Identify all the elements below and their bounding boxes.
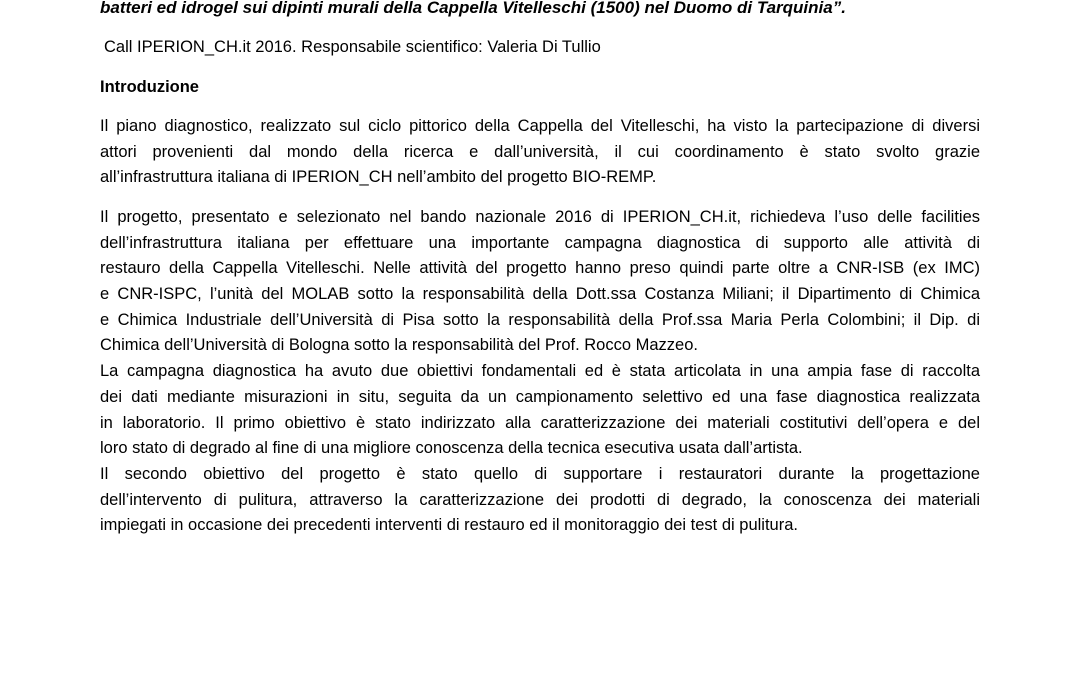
paragraph-line: restauro della Cappella Vitelleschi. Nelle attività del progetto hanno preso quindi parte oltre a CNR-ISB (ex IMC) (100, 259, 980, 278)
paragraph-line: e Chimica Industriale dell’Università di Pisa sotto la responsabilità della Prof.ssa Maria Perla Colombini; il Dip. di (100, 310, 980, 329)
paragraph-line: La campagna diagnostica ha avuto due obiettivi fondamentali ed è stata articolata in una ampia fase di raccolta (100, 362, 980, 381)
paragraph-intro (100, 114, 980, 191)
section-heading: Introduzione (100, 78, 199, 96)
paragraph-line: loro stato di degrado al fine di una migliore conoscenza della tecnica esecutiva usata dall’artista. (100, 439, 803, 458)
paragraph-project (100, 205, 980, 539)
paragraph-line: Il progetto, presentato e selezionato nel bando nazionale 2016 di IPERION_CH.it, richiedeva l’uso delle facilities (100, 208, 980, 226)
paragraph-line: Il secondo obiettivo del progetto è stato quello di supportare i restauratori durante la progettazione (100, 464, 980, 483)
paragraph-line: e CNR-ISPC, l’unità del MOLAB sotto la responsabilità della Dott.ssa Costanza Miliani; il Dipartimento di Chimica (100, 285, 980, 304)
paragraph-line: all’infrastruttura italiana di IPERION_CH nell’ambito del progetto BIO-REMP. (100, 168, 657, 187)
document-title-tail: batteri ed idrogel sui dipinti murali della Cappella Vitelleschi (1500) nel Duomo di Tarquinia”. (100, 0, 846, 17)
paragraph-line: Il piano diagnostico, realizzato sul ciclo pittorico della Cappella del Vitelleschi, ha visto la partecipazione di diversi (100, 117, 980, 135)
paragraph-line: Chimica dell’Università di Bologna sotto la responsabilità del Prof. Rocco Mazzeo. (100, 336, 698, 355)
paragraph-line: impiegati in occasione dei precedenti interventi di restauro ed il monitoraggio dei test di pulitura. (100, 516, 798, 535)
paragraph-line: dell’infrastruttura italiana per effettuare una importante campagna diagnostica di supporto alle attività di (100, 233, 980, 252)
paragraph-line: dei dati mediante misurazioni in situ, seguita da un campionamento selettivo ed una fase diagnostica realizzata (100, 387, 980, 406)
paragraph-line: attori provenienti dal mondo della ricerca e dall’università, il cui coordinamento è stato svolto grazie (100, 142, 980, 161)
call-info-line: Call IPERION_CH.it 2016. Responsabile scientifico: Valeria Di Tullio (104, 38, 601, 56)
paragraph-line: dell’intervento di pulitura, attraverso la caratterizzazione dei prodotti di degrado, la conoscenza dei materiali (100, 490, 980, 509)
paragraph-line: in laboratorio. Il primo obiettivo è stato indirizzato alla caratterizzazione dei materiali costitutivi dell’opera e del (100, 413, 980, 432)
